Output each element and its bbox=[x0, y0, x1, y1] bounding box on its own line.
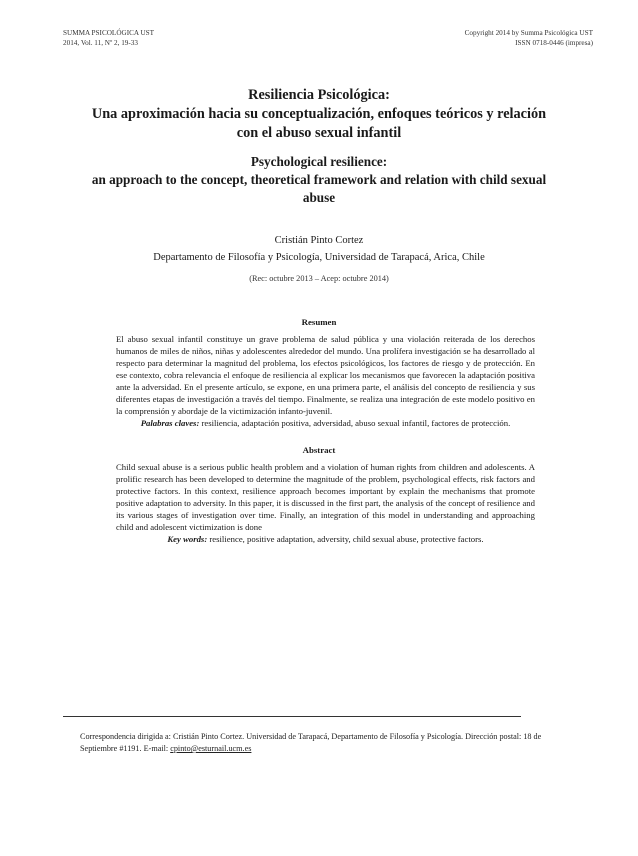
copyright-notice: Copyright 2014 by Summa Psicológica UST bbox=[464, 29, 593, 37]
keywords-es: resiliencia, adaptación positiva, adversidad, abuso sexual infantil, factores de protección. bbox=[199, 418, 511, 429]
title-es-line-1: Resiliencia Psicológica: bbox=[248, 87, 390, 103]
abstract-keywords bbox=[116, 533, 535, 545]
footnote-divider bbox=[63, 716, 521, 717]
correspondence-email[interactable]: cpinto@esturnail.ucm.es bbox=[170, 744, 252, 753]
correspondence-text: Correspondencia dirigida a: Cristián Pinto Cortez. Universidad de Tarapacá, Departamento de Filosofía y Psicología. Dirección postal: 18 de Septiembre #1191. E-mail: bbox=[80, 732, 542, 753]
author-affiliation: Departamento de Filosofía y Psicología, Universidad de Tarapacá, Arica, Chile bbox=[153, 252, 485, 263]
resumen-text: El abuso sexual infantil constituye un grave problema de salud pública y una violación reiterada de los derechos humanos de miles de niños, niñas y adolescentes alrededor del mundo. Una prolífera investigación se ha desarrollado al respecto para determinar la magnitud del problema, los efectos psicológicos, los factores de riesgo y de protección. En ese contexto, cobra relevancia el enfoque de resiliencia al explicar los mecanismos que favorecen la adaptación positiva ante la adversidad. En el presente artículo, se expone, en una primera parte, el análisis del concepto de resiliencia y sus diferentes etapas de investigación a través del tiempo. Finalmente, se realiza una integración de este modelo positivo en la comprensión y abordaje de la victimización infanto-juvenil. bbox=[116, 334, 535, 417]
title-en-line-1: Psychological resilience: bbox=[250, 154, 388, 169]
journal-name: SUMMA PSICOLÓGICA UST bbox=[63, 29, 155, 37]
correspondence-footnote bbox=[80, 731, 580, 755]
abstract-section bbox=[116, 461, 535, 545]
resumen-keywords bbox=[116, 417, 535, 429]
title-en-line-3: abuse bbox=[302, 190, 336, 205]
received-accepted-dates: (Rec: octubre 2013 – Acep: octubre 2014) bbox=[249, 274, 389, 283]
title-en-line-2: an approach to the concept, theoretical framework and relation with child sexual bbox=[91, 172, 547, 187]
title-english bbox=[0, 153, 638, 207]
author-name: Cristián Pinto Cortez bbox=[274, 235, 364, 246]
title-es-line-3: con el abuso sexual infantil bbox=[236, 125, 402, 141]
keywords-en: resilience, positive adaptation, adversity, child sexual abuse, protective factors. bbox=[207, 534, 484, 545]
abstract-heading: Abstract bbox=[302, 445, 336, 455]
keywords-label-en: Key words: bbox=[167, 534, 208, 545]
running-header-right bbox=[465, 28, 593, 48]
resumen-heading: Resumen bbox=[301, 317, 337, 327]
title-es-line-2: Una aproximación hacia su conceptualización, enfoques teóricos y relación bbox=[91, 106, 547, 122]
title-spanish bbox=[0, 86, 638, 143]
keywords-label-es: Palabras claves: bbox=[140, 418, 200, 429]
running-header-left bbox=[63, 28, 154, 48]
resumen-section bbox=[116, 333, 535, 429]
issn: ISSN 0718-0446 (impresa) bbox=[515, 39, 593, 47]
abstract-text: Child sexual abuse is a serious public health problem and a violation of human rights from children and adolescents. A prolific research has been developed to determine the magnitude of the problem, psychological effects, risk factors and protective factors. In this context, resilience approach becomes important by explain the mechanisms that promote positive adaptation to adversity. In this paper, it is discussed in the first part, the analysis of the concept of resilience and its various stages of investigation over time. Finally, an integration of this model in understanding and approaching child and adolescent victimization is done bbox=[116, 462, 535, 533]
journal-volume: 2014, Vol. 11, Nº 2, 19-33 bbox=[63, 39, 138, 47]
